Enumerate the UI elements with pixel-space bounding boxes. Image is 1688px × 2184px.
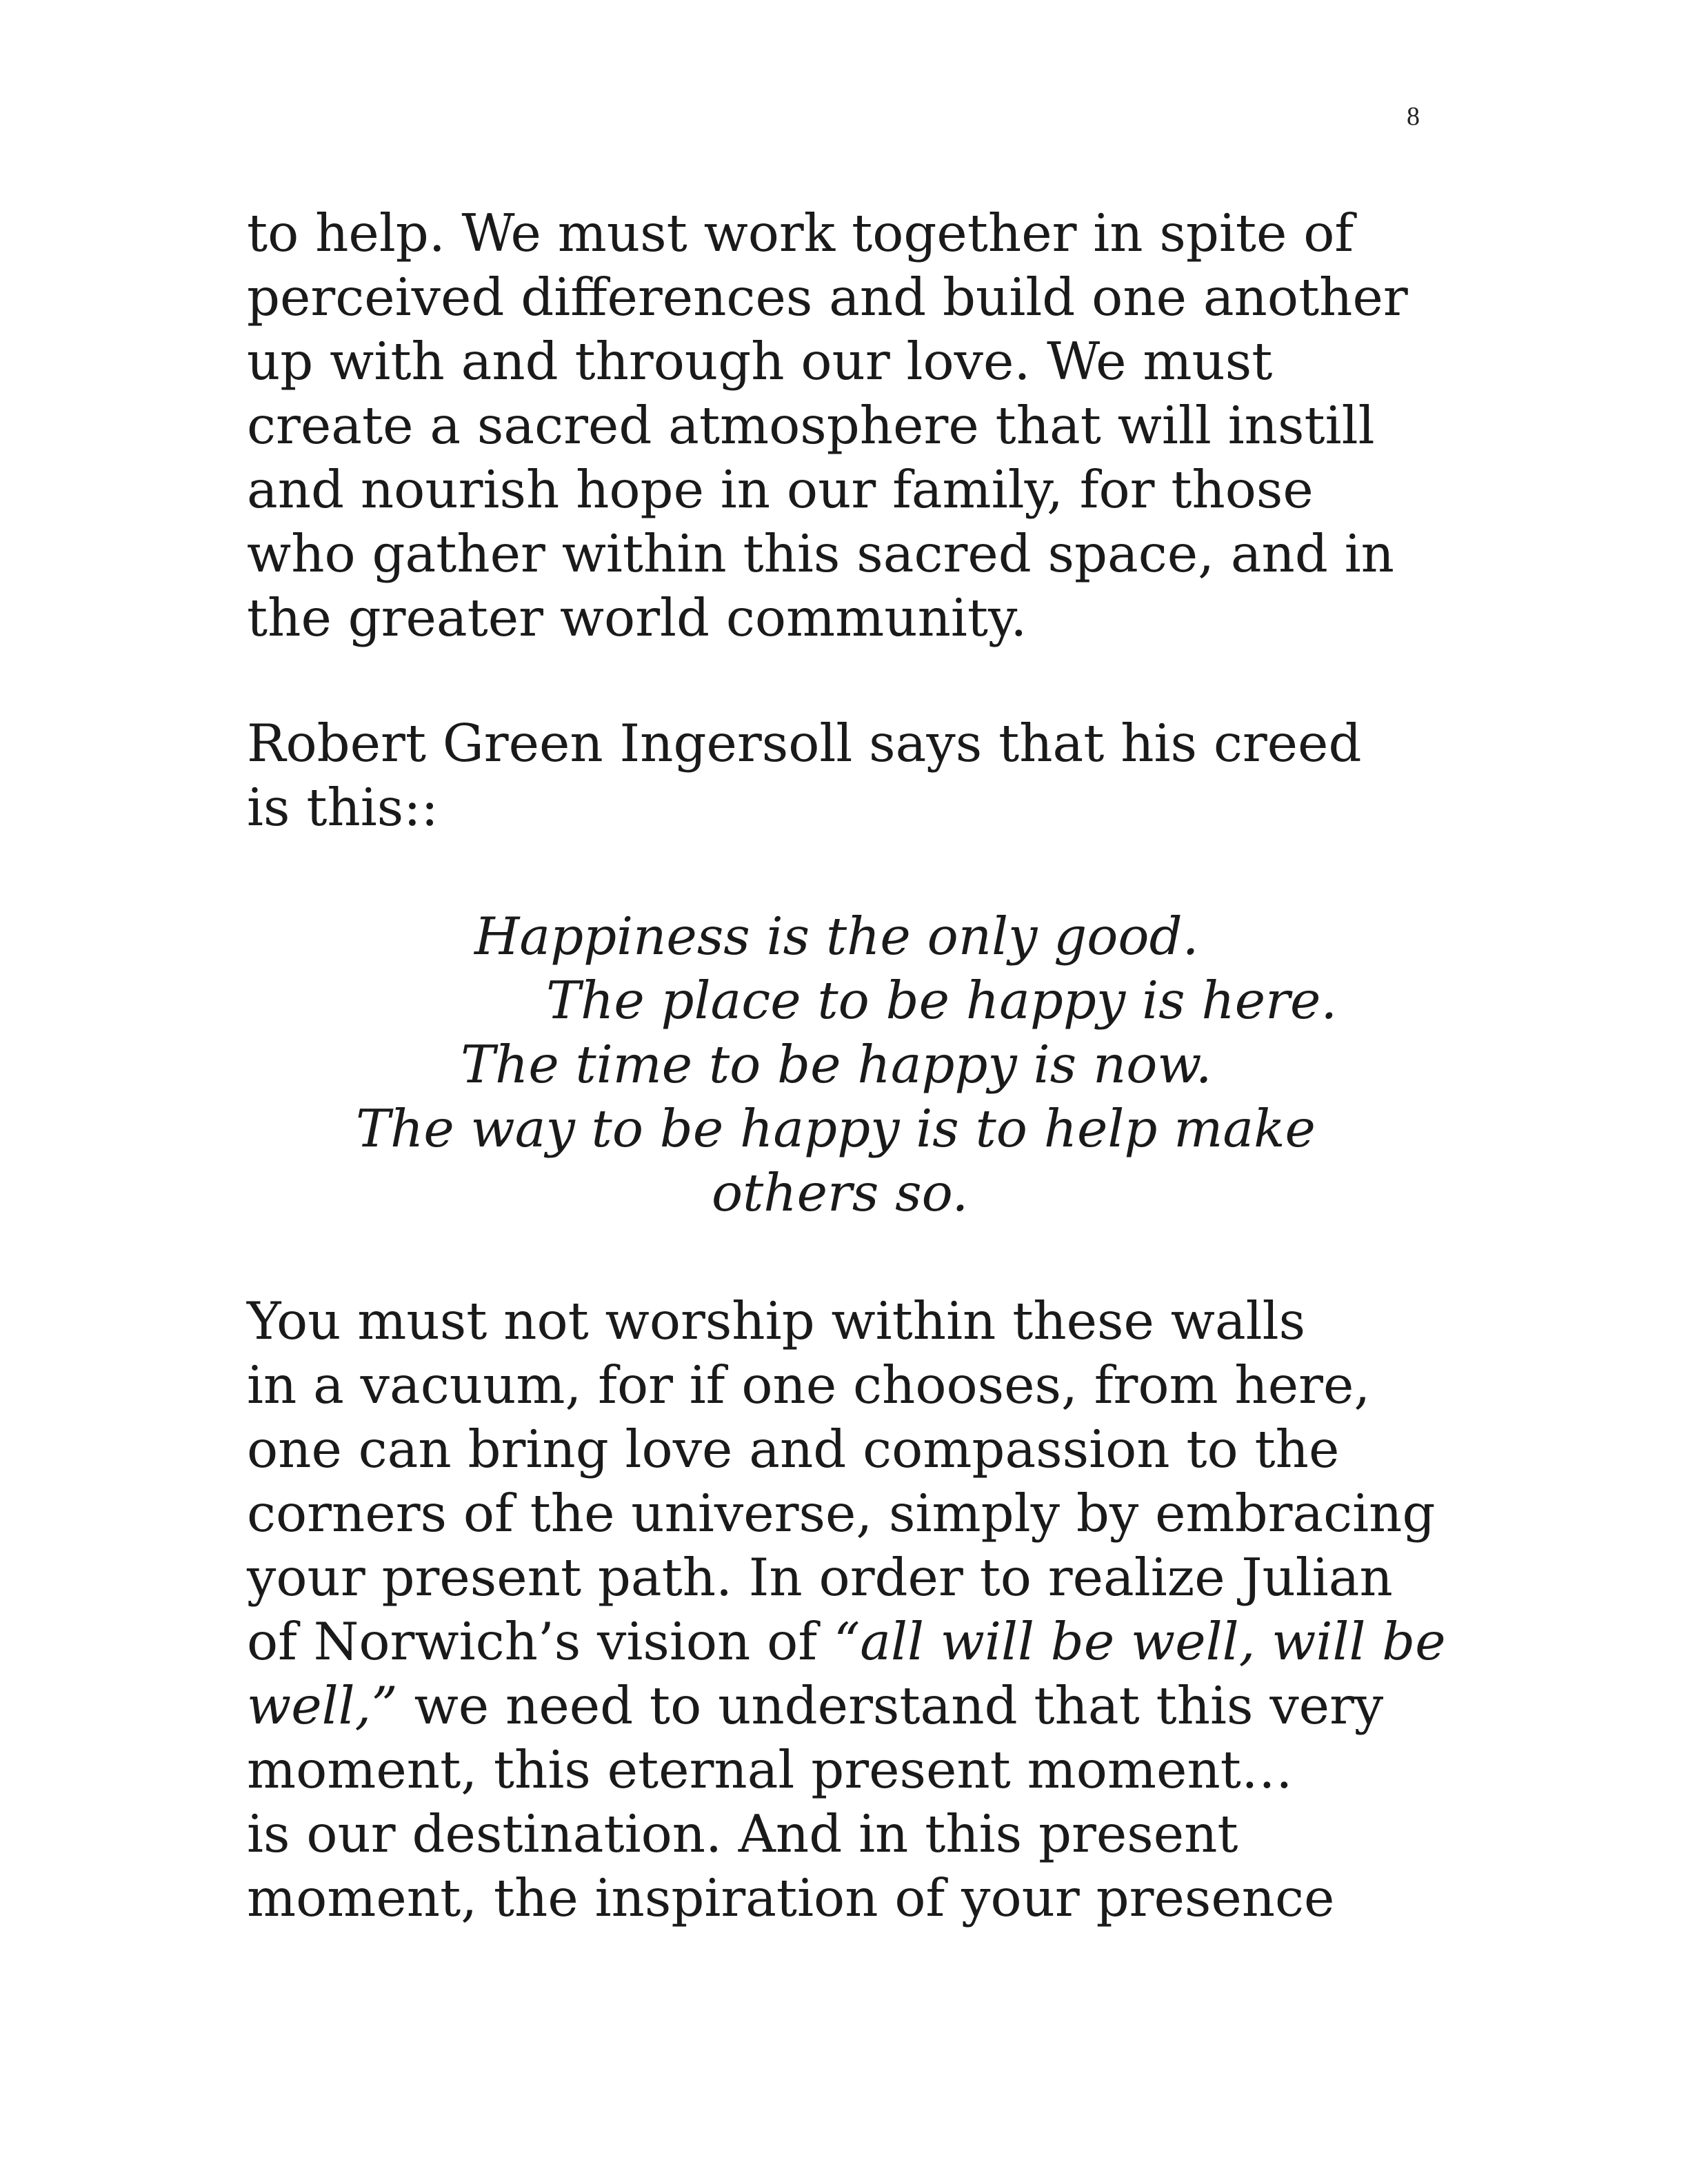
paragraph-unity [247,201,1543,650]
quote-line: Happiness is the only good. [474,906,1199,967]
paragraph-line-mixed [247,1610,1543,1674]
paragraph-line: moment, the inspiration of your presence [247,1868,1335,1928]
paragraph-line: and nourish hope in our family, for those [247,459,1314,520]
quote-line: others so. [712,1162,969,1223]
paragraph-line: one can bring love and compassion to the [247,1419,1340,1479]
julian-quote-part-1: “all will be well, will be [833,1611,1446,1672]
paragraph-line: who gather within this sacred space, and in [247,523,1394,584]
paragraph-line: your present path. In order to realize Julian [247,1547,1393,1608]
paragraph-line: is this:: [247,777,439,838]
julian-quote-part-2: well,” [247,1675,398,1736]
paragraph-line: You must not worship within these walls [247,1291,1306,1351]
quote-line: The time to be happy is now. [461,1034,1212,1095]
paragraph-line: corners of the universe, simply by embracing [247,1483,1436,1544]
quote-line: The way to be happy is to help make [356,1098,1316,1159]
paragraph-line: is our destination. And in this present [247,1803,1238,1864]
paragraph-line: perceived differences and build one another [247,267,1408,327]
paragraph-line: up with and through our love. We must [247,331,1273,392]
paragraph-line: moment, this eternal present moment… [247,1739,1293,1800]
paragraph-present-moment [247,1289,1543,1930]
paragraph-line: create a sacred atmosphere that will instill [247,395,1375,456]
line-text: of Norwich’s vision of [247,1611,834,1672]
paragraph-line-mixed [247,1674,1543,1738]
paragraph-line: Robert Green Ingersoll says that his creed [247,713,1362,774]
paragraph-ingersoll-intro [247,711,1543,840]
quote-line: The place to be happy is here. [546,970,1338,1031]
paragraph-line: the greater world community. [247,587,1027,648]
page-number: 8 [1407,102,1420,131]
paragraph-line: to help. We must work together in spite of [247,203,1354,263]
paragraph-line: in a vacuum, for if one chooses, from here, [247,1355,1371,1415]
line-text: we need to understand that this very [397,1675,1384,1736]
